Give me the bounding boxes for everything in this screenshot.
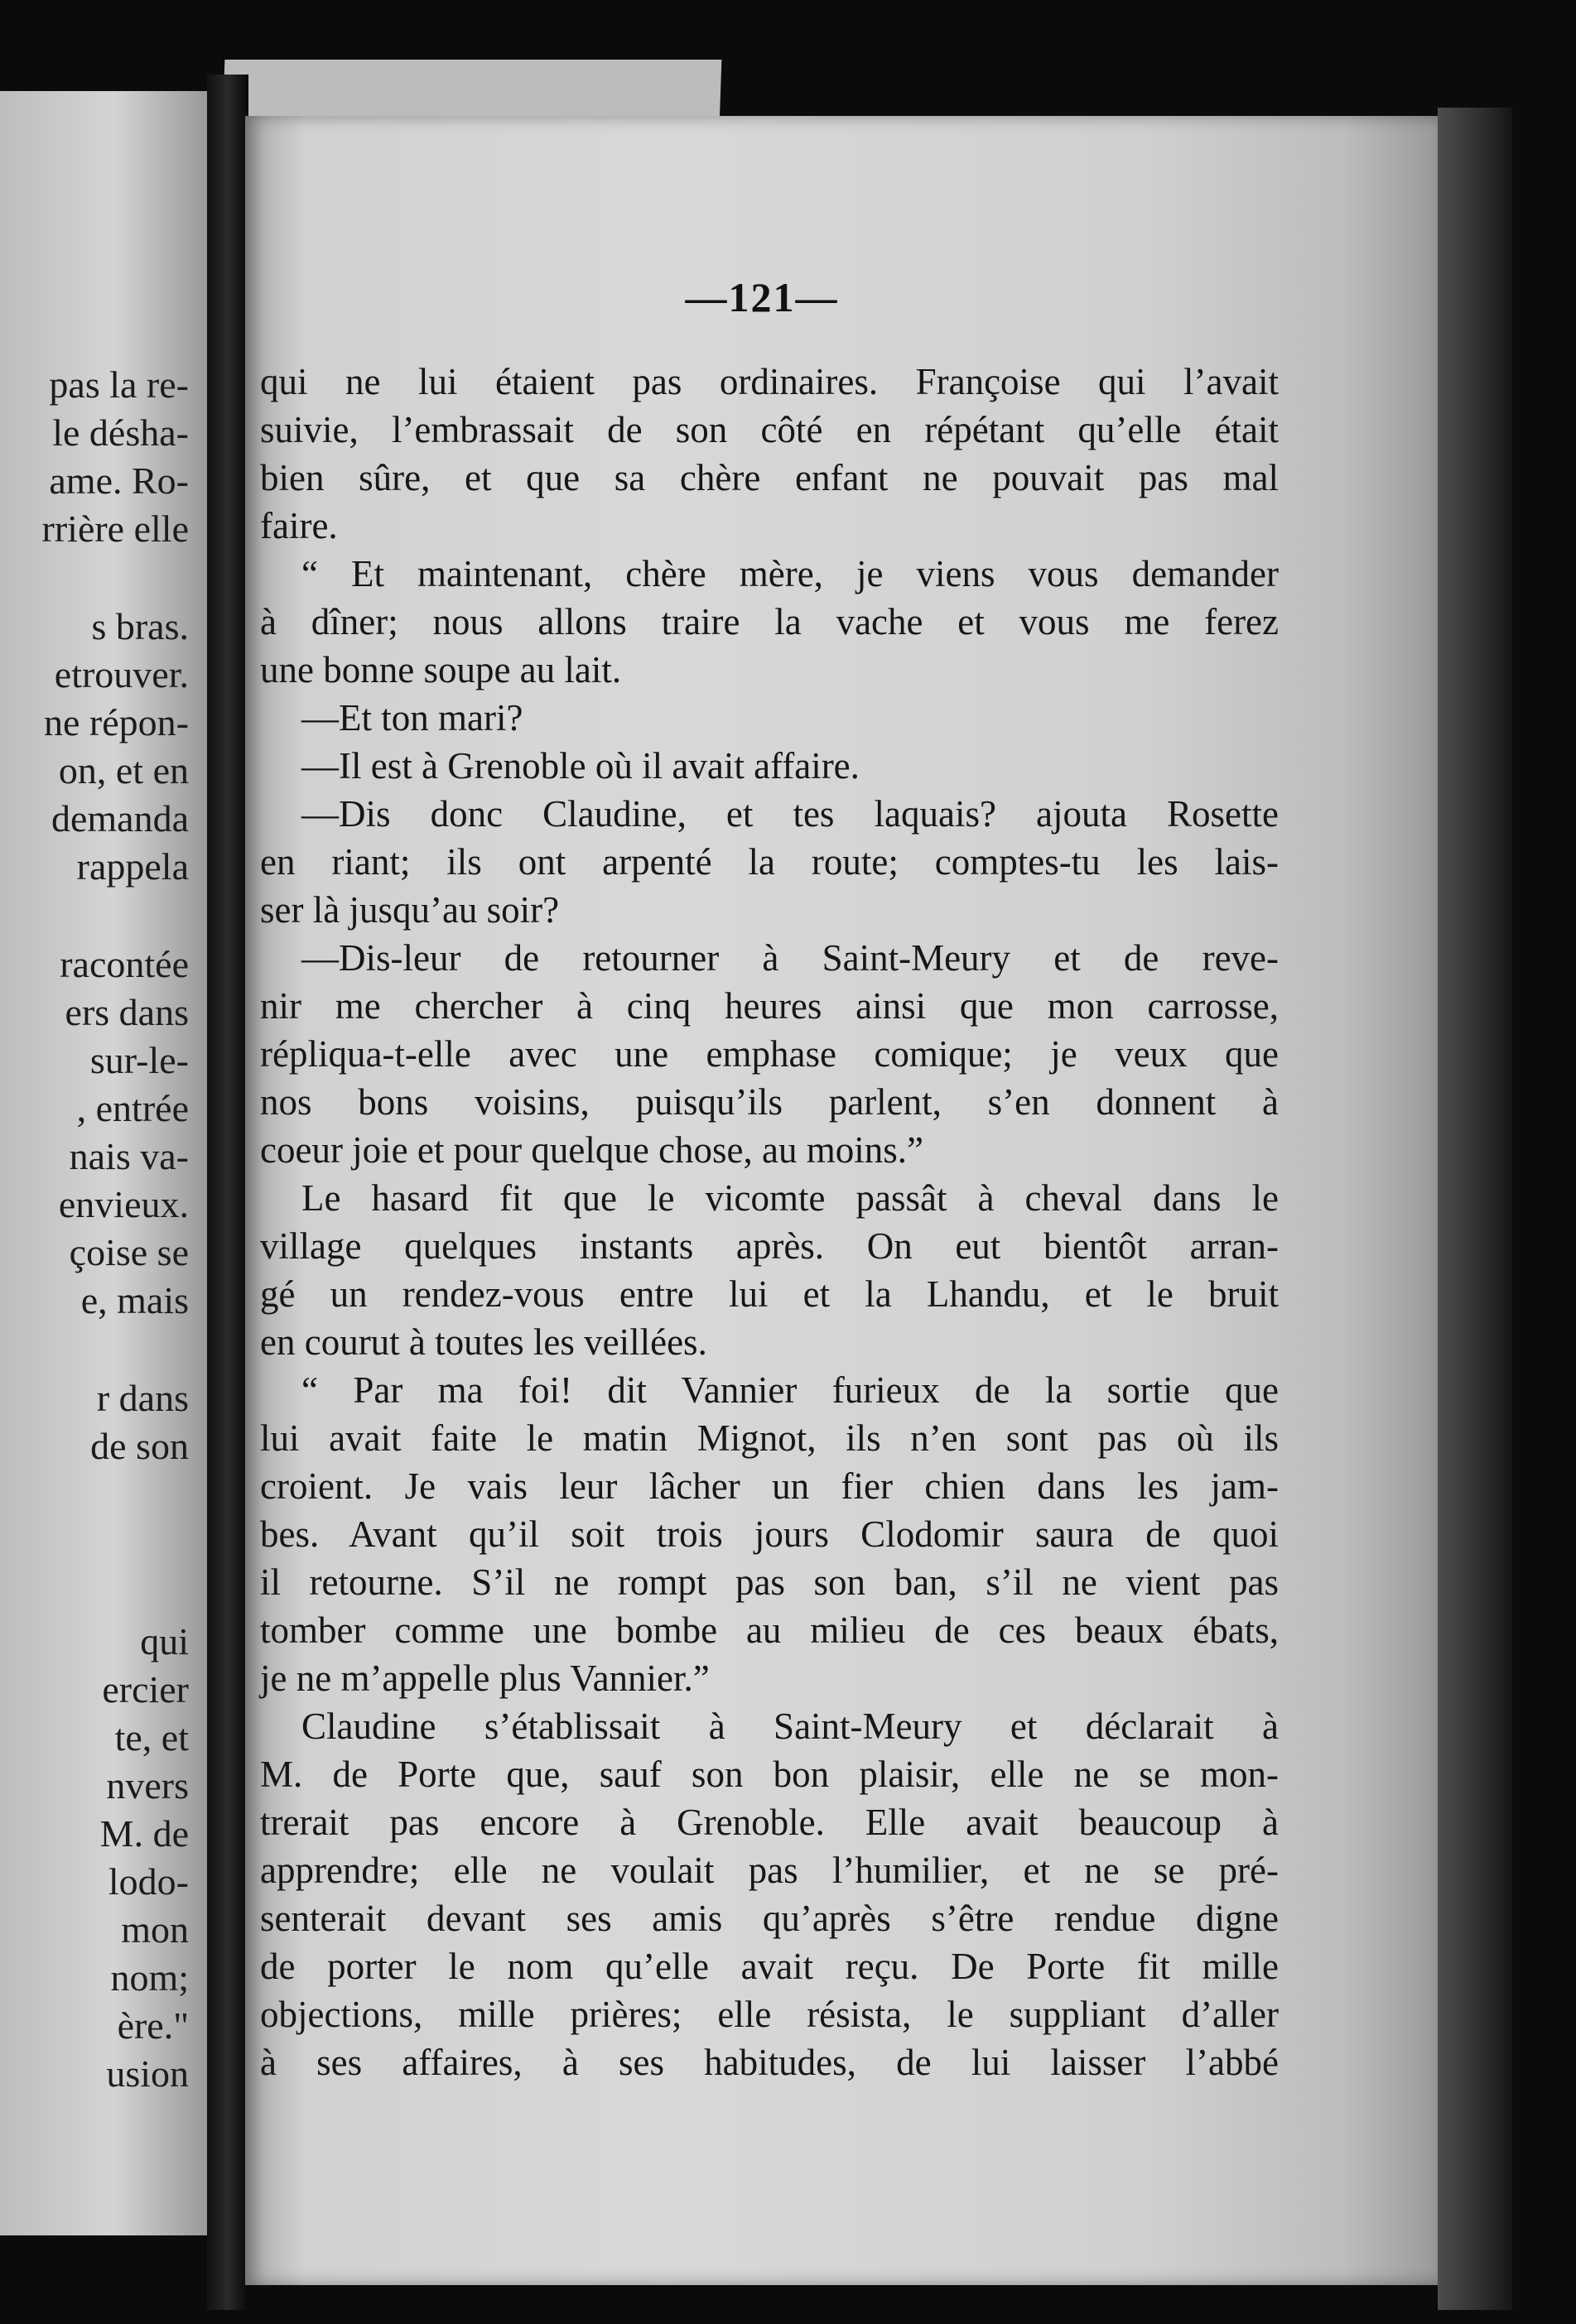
text-line: une bonne soupe au lait. [260, 649, 622, 690]
text-line: bes. Avant qu’il soit trois jours Clodomir saura de quoi [260, 1513, 1279, 1555]
left-facing-page [0, 91, 207, 2235]
left-page-fragment: usion [106, 2052, 189, 2095]
text-line: à dîner; nous allons traire la vache et vous me ferez [260, 601, 1279, 642]
left-page-fragment: racontée [60, 943, 189, 985]
text-line: à ses affaires, à ses habitudes, de lui laisser l’abbé [260, 2042, 1279, 2083]
text-line: croient. Je vais leur lâcher un fier chien dans les jam- [260, 1465, 1279, 1507]
left-page-fragment: envieux. [58, 1183, 189, 1225]
left-page-fragment: le désha- [52, 411, 189, 454]
text-line: en courut à toutes les veillées. [260, 1321, 707, 1363]
left-page-fragment: sur-le- [89, 1039, 189, 1081]
text-line: senterait devant ses amis qu’après s’être rendue digne [260, 1898, 1279, 1939]
text-line: tomber comme une bombe au milieu de ces beaux ébats, [260, 1609, 1279, 1651]
left-page-fragment: ame. Ro- [49, 460, 189, 502]
left-page-fragment: mon [121, 1908, 189, 1951]
text-line: “ Par ma foi! dit Vannier furieux de la sortie que [301, 1369, 1279, 1411]
left-page-fragment: rappela [76, 845, 189, 888]
text-line: coeur joie et pour quelque chose, au moins.” [260, 1129, 923, 1171]
book-gutter [207, 75, 248, 2310]
left-page-fragment: nom; [110, 1956, 189, 1999]
left-page-fragment: e, mais [80, 1279, 189, 1321]
left-page-fragment: ne répon- [44, 701, 189, 743]
left-page-fragment: çoise se [69, 1231, 189, 1273]
page-edge-shadow [1438, 108, 1512, 2310]
text-line: “ Et maintenant, chère mère, je viens vous demander [301, 553, 1279, 594]
left-page-fragment: ercier [102, 1668, 189, 1711]
left-page-fragment: te, et [114, 1716, 189, 1759]
text-line: je ne m’appelle plus Vannier.” [260, 1658, 710, 1699]
text-line: Claudine s’établissait à Saint-Meury et déclarait à [301, 1706, 1279, 1747]
text-line: suivie, l’embrassait de son côté en répétant qu’elle était [260, 409, 1279, 450]
text-line: —Dis-leur de retourner à Saint-Meury et de reve- [301, 937, 1279, 979]
text-line: de porter le nom qu’elle avait reçu. De Porte fit mille [260, 1946, 1279, 1987]
text-line: ser là jusqu’au soir? [260, 889, 560, 931]
text-line: lui avait faite le matin Mignot, ils n’en sont pas où ils [260, 1417, 1279, 1459]
left-page-fragment: pas la re- [49, 363, 189, 406]
text-line: trerait pas encore à Grenoble. Elle avait beaucoup à [260, 1802, 1279, 1843]
text-line: en riant; ils ont arpenté la route; comptes-tu les lais- [260, 841, 1279, 883]
left-page-fragment: rrière elle [41, 508, 189, 550]
text-line: nos bons voisins, puisqu’ils parlent, s’en donnent à [260, 1081, 1279, 1123]
left-page-fragment: ers dans [65, 991, 189, 1033]
text-line: apprendre; elle ne voulait pas l’humilier, et ne se pré- [260, 1850, 1279, 1891]
text-line: nir me chercher à cinq heures ainsi que mon carrosse, [260, 985, 1279, 1027]
text-line: —Dis donc Claudine, et tes laquais? ajouta Rosette [301, 793, 1279, 835]
text-line: il retourne. S’il ne rompt pas son ban, s’il ne vient pas [260, 1561, 1279, 1603]
left-page-fragment: on, et en [58, 749, 189, 792]
text-line: bien sûre, et que sa chère enfant ne pouvait pas mal [260, 457, 1279, 498]
text-line: objections, mille prières; elle résista, le suppliant d’aller [260, 1994, 1279, 2035]
left-page-fragment: s bras. [91, 605, 189, 647]
left-page-fragment: nvers [106, 1764, 189, 1807]
text-line: village quelques instants après. On eut bientôt arran- [260, 1225, 1279, 1267]
left-page-fragment: , entrée [76, 1087, 189, 1129]
text-line: répliqua-t-elle avec une emphase comique; je veux que [260, 1033, 1279, 1075]
left-page-fragment: M. de [99, 1812, 189, 1855]
text-line: M. de Porte que, sauf son bon plaisir, elle ne se mon- [260, 1754, 1279, 1795]
left-page-fragment: demanda [51, 797, 189, 840]
text-line: —Il est à Grenoble où il avait affaire. [301, 745, 860, 787]
left-page-fragment: lodo- [108, 1860, 189, 1903]
left-page-fragment: de son [90, 1425, 189, 1467]
page-number: —121— [685, 274, 839, 320]
text-line: Le hasard fit que le vicomte passât à cheval dans le [301, 1177, 1279, 1219]
left-page-fragment: qui [140, 1620, 189, 1662]
left-page-fragment: r dans [96, 1377, 189, 1419]
text-line: qui ne lui étaient pas ordinaires. Françoise qui l’avait [260, 361, 1279, 402]
left-page-fragment: ère." [117, 2004, 189, 2047]
left-page-fragment: nais va- [69, 1135, 189, 1177]
text-line: —Et ton mari? [301, 697, 523, 739]
text-line: faire. [260, 505, 338, 546]
left-page-fragment: etrouver. [54, 653, 189, 695]
text-line: gé un rendez-vous entre lui et la Lhandu, et le bruit [260, 1273, 1279, 1315]
